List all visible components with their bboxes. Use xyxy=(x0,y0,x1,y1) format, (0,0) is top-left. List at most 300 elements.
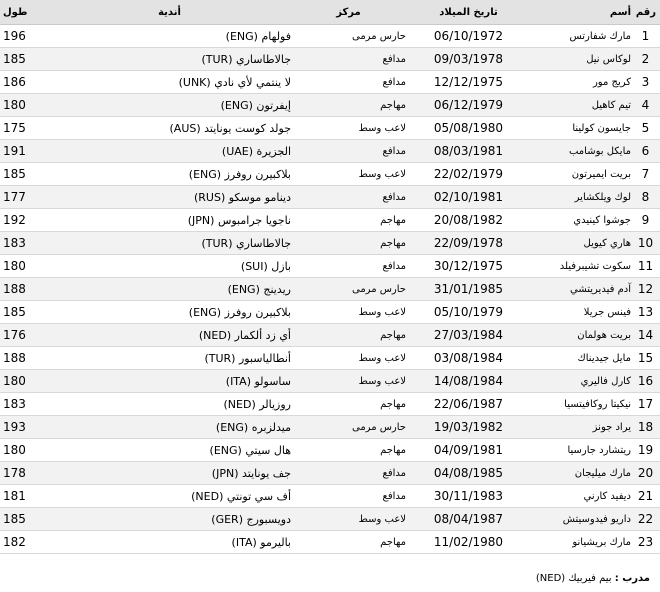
player-club-text: لا ينتمي لأي نادي (UNK) xyxy=(178,75,291,89)
player-position-text: مهاجم xyxy=(380,99,406,111)
player-number xyxy=(631,232,660,255)
player-dob-text: 30/11/1983 xyxy=(433,489,504,503)
table-row xyxy=(0,25,660,48)
header-number: رقم xyxy=(631,0,660,25)
player-height xyxy=(0,370,48,393)
player-position xyxy=(291,71,406,94)
player-name-text: هاري كيويل xyxy=(583,237,631,249)
player-dob xyxy=(406,232,531,255)
player-height xyxy=(0,117,48,140)
player-club xyxy=(48,48,291,71)
player-name xyxy=(531,232,631,255)
player-height-text: 178 xyxy=(3,466,26,480)
player-number-text: 13 xyxy=(637,305,654,319)
player-club xyxy=(48,393,291,416)
player-club-text: ميدلزبره (ENG) xyxy=(215,420,291,434)
player-name xyxy=(531,416,631,439)
player-dob xyxy=(406,255,531,278)
table-row xyxy=(0,393,660,416)
player-name xyxy=(531,347,631,370)
player-height-text: 175 xyxy=(3,121,26,135)
player-dob-text: 08/04/1987 xyxy=(433,512,504,526)
player-club-text: جولد كوست يونايتد (AUS) xyxy=(169,121,291,135)
player-club xyxy=(48,462,291,485)
table-row xyxy=(0,370,660,393)
player-number xyxy=(631,255,660,278)
player-name-text: داريو فيدوسيتش xyxy=(562,513,631,525)
player-dob xyxy=(406,347,531,370)
player-height xyxy=(0,508,48,531)
player-club-text: دينامو موسكو (RUS) xyxy=(193,190,291,204)
player-name xyxy=(531,370,631,393)
player-position xyxy=(291,209,406,232)
player-name xyxy=(531,301,631,324)
player-height xyxy=(0,71,48,94)
player-number xyxy=(631,48,660,71)
player-dob xyxy=(406,301,531,324)
player-position-text: لاعب وسط xyxy=(358,168,406,180)
player-club xyxy=(48,209,291,232)
player-club-text: جف يونايتد (JPN) xyxy=(211,466,291,480)
player-position xyxy=(291,531,406,554)
player-height-text: 196 xyxy=(3,29,26,43)
player-number xyxy=(631,416,660,439)
player-number-text: 17 xyxy=(637,397,654,411)
player-position xyxy=(291,347,406,370)
player-number xyxy=(631,439,660,462)
table-row xyxy=(0,48,660,71)
table-row xyxy=(0,163,660,186)
table-row xyxy=(0,416,660,439)
player-club-text: ناجويا جرامبوس (JPN) xyxy=(187,213,291,227)
player-name xyxy=(531,48,631,71)
player-name-text: ديفيد كارني xyxy=(583,490,631,502)
player-name xyxy=(531,439,631,462)
player-dob-text: 06/12/1979 xyxy=(433,98,504,112)
player-club xyxy=(48,186,291,209)
header-dob: تاريخ الميلاد xyxy=(406,0,531,25)
player-dob xyxy=(406,25,531,48)
player-name-text: مارك بريشيانو xyxy=(572,536,631,548)
player-name-text: لوكاس نيل xyxy=(586,53,631,65)
player-dob xyxy=(406,209,531,232)
player-height xyxy=(0,209,48,232)
player-position xyxy=(291,439,406,462)
player-dob xyxy=(406,48,531,71)
player-name xyxy=(531,94,631,117)
player-name-text: مارك شفارتس xyxy=(569,30,631,42)
player-name-text: نيكيتا روكافيتسيا xyxy=(564,398,631,410)
player-position xyxy=(291,485,406,508)
table-row xyxy=(0,439,660,462)
player-number xyxy=(631,347,660,370)
player-dob xyxy=(406,186,531,209)
player-position xyxy=(291,370,406,393)
player-height-text: 180 xyxy=(3,443,26,457)
player-name-text: فينس جريلا xyxy=(583,306,631,318)
player-height xyxy=(0,140,48,163)
player-height-text: 185 xyxy=(3,305,26,319)
player-height-text: 185 xyxy=(3,52,26,66)
player-height-text: 185 xyxy=(3,167,26,181)
table-row xyxy=(0,255,660,278)
player-position-text: مدافع xyxy=(382,145,406,157)
player-name-text: آدم فيديريتشي xyxy=(569,283,631,295)
player-name-text: كريج مور xyxy=(592,76,631,88)
player-height xyxy=(0,301,48,324)
player-height xyxy=(0,347,48,370)
table-row xyxy=(0,278,660,301)
player-club-text: هال سيتي (ENG) xyxy=(209,443,291,457)
player-name-text: يراد جونز xyxy=(592,421,631,433)
player-dob-text: 22/02/1979 xyxy=(433,167,504,181)
player-dob-text: 22/09/1978 xyxy=(433,236,504,250)
player-dob xyxy=(406,117,531,140)
player-dob xyxy=(406,393,531,416)
player-name-text: لوك ويلكشاير xyxy=(574,191,631,203)
player-club xyxy=(48,25,291,48)
player-club-text: إيفرتون (ENG) xyxy=(220,98,291,112)
player-club xyxy=(48,439,291,462)
player-height xyxy=(0,94,48,117)
player-club-text: ريدينج (ENG) xyxy=(227,282,291,296)
coach-name: بيم فيربيك (NED) xyxy=(535,573,612,584)
player-number xyxy=(631,462,660,485)
player-dob xyxy=(406,140,531,163)
player-number-text: 20 xyxy=(637,466,654,480)
player-name-text: بريت هولمان xyxy=(577,329,631,341)
player-number-text: 1 xyxy=(641,29,650,43)
player-club xyxy=(48,531,291,554)
player-name xyxy=(531,25,631,48)
player-height-text: 182 xyxy=(3,535,26,549)
table-row xyxy=(0,301,660,324)
player-number xyxy=(631,163,660,186)
player-club-text: الجزيرة (UAE) xyxy=(221,144,291,158)
player-dob-text: 27/03/1984 xyxy=(433,328,504,342)
player-position xyxy=(291,140,406,163)
player-number-text: 12 xyxy=(637,282,654,296)
player-number-text: 5 xyxy=(641,121,650,135)
player-position-text: مهاجم xyxy=(380,329,406,341)
player-height xyxy=(0,393,48,416)
player-number xyxy=(631,140,660,163)
player-number-text: 18 xyxy=(637,420,654,434)
player-club xyxy=(48,278,291,301)
player-number xyxy=(631,324,660,347)
player-club xyxy=(48,117,291,140)
table-row xyxy=(0,347,660,370)
header-name: أسم xyxy=(531,0,631,25)
player-club xyxy=(48,71,291,94)
player-height xyxy=(0,485,48,508)
player-number xyxy=(631,393,660,416)
player-dob-text: 08/03/1981 xyxy=(433,144,504,158)
player-position-text: حارس مرمى xyxy=(351,421,406,433)
player-dob xyxy=(406,278,531,301)
table-row xyxy=(0,71,660,94)
player-position xyxy=(291,416,406,439)
player-number xyxy=(631,531,660,554)
player-dob-text: 20/08/1982 xyxy=(433,213,504,227)
player-number xyxy=(631,186,660,209)
player-dob xyxy=(406,531,531,554)
player-name-text: جوشوا كينيدي xyxy=(573,214,631,226)
player-name xyxy=(531,531,631,554)
header-position: مركز xyxy=(291,0,406,25)
player-name xyxy=(531,209,631,232)
player-name xyxy=(531,278,631,301)
player-number-text: 6 xyxy=(641,144,650,158)
player-club xyxy=(48,301,291,324)
player-height xyxy=(0,416,48,439)
player-number-text: 8 xyxy=(641,190,650,204)
player-club xyxy=(48,140,291,163)
player-dob-text: 04/08/1985 xyxy=(433,466,504,480)
player-height-text: 181 xyxy=(3,489,26,503)
player-club-text: بلاكبيرن روفرز (ENG) xyxy=(188,305,291,319)
player-name-text: كارل فاليري xyxy=(580,375,631,387)
player-height xyxy=(0,324,48,347)
player-club-text: فولهام (ENG) xyxy=(225,29,291,43)
player-number-text: 2 xyxy=(641,52,650,66)
player-height-text: 176 xyxy=(3,328,26,342)
player-number-text: 7 xyxy=(641,167,650,181)
player-club xyxy=(48,255,291,278)
player-position xyxy=(291,25,406,48)
player-position-text: مهاجم xyxy=(380,444,406,456)
player-height-text: 185 xyxy=(3,512,26,526)
player-dob-text: 14/08/1984 xyxy=(433,374,504,388)
player-dob xyxy=(406,324,531,347)
coach-label: مدرب : xyxy=(614,573,650,584)
player-position-text: لاعب وسط xyxy=(358,375,406,387)
player-position xyxy=(291,48,406,71)
table-body xyxy=(0,25,660,554)
player-club-text: ساسولو (ITA) xyxy=(225,374,291,388)
player-position-text: لاعب وسط xyxy=(358,122,406,134)
player-position-text: لاعب وسط xyxy=(358,352,406,364)
player-height xyxy=(0,462,48,485)
player-club-text: أف سي تونتي (NED) xyxy=(191,489,291,503)
player-dob-text: 19/03/1982 xyxy=(433,420,504,434)
player-height-text: 180 xyxy=(3,259,26,273)
table-row xyxy=(0,117,660,140)
player-name-text: مايل جيديناك xyxy=(577,352,631,364)
player-position xyxy=(291,255,406,278)
player-height-text: 183 xyxy=(3,397,26,411)
player-position xyxy=(291,163,406,186)
table-row xyxy=(0,462,660,485)
player-dob-text: 05/08/1980 xyxy=(433,121,504,135)
player-number xyxy=(631,508,660,531)
player-club-text: روزيالر (NED) xyxy=(223,397,291,411)
player-name-text: تيم كاهيل xyxy=(591,99,631,111)
player-number-text: 4 xyxy=(641,98,650,112)
player-height-text: 188 xyxy=(3,282,26,296)
player-dob xyxy=(406,462,531,485)
player-height-text: 192 xyxy=(3,213,26,227)
player-position xyxy=(291,278,406,301)
player-number-text: 3 xyxy=(641,75,650,89)
player-name xyxy=(531,163,631,186)
player-number xyxy=(631,485,660,508)
player-number xyxy=(631,370,660,393)
player-dob-text: 06/10/1972 xyxy=(433,29,504,43)
player-number xyxy=(631,94,660,117)
player-position xyxy=(291,94,406,117)
player-height xyxy=(0,186,48,209)
player-number-text: 11 xyxy=(637,259,654,273)
player-number-text: 21 xyxy=(637,489,654,503)
player-number xyxy=(631,209,660,232)
player-position xyxy=(291,186,406,209)
table-row xyxy=(0,94,660,117)
player-number-text: 15 xyxy=(637,351,654,365)
player-number xyxy=(631,117,660,140)
table-row xyxy=(0,324,660,347)
player-dob-text: 02/10/1981 xyxy=(433,190,504,204)
player-dob-text: 05/10/1979 xyxy=(433,305,504,319)
player-number-text: 23 xyxy=(637,535,654,549)
coach-line xyxy=(536,573,650,584)
player-height-text: 180 xyxy=(3,98,26,112)
table-row xyxy=(0,186,660,209)
player-height-text: 188 xyxy=(3,351,26,365)
player-position-text: مدافع xyxy=(382,467,406,479)
player-position xyxy=(291,462,406,485)
player-dob-text: 03/08/1984 xyxy=(433,351,504,365)
player-number-text: 14 xyxy=(637,328,654,342)
player-height xyxy=(0,232,48,255)
player-dob xyxy=(406,370,531,393)
player-position-text: لاعب وسط xyxy=(358,513,406,525)
player-name-text: مايكل بوشامب xyxy=(568,145,631,157)
player-number xyxy=(631,25,660,48)
player-position-text: مهاجم xyxy=(380,237,406,249)
player-name xyxy=(531,71,631,94)
player-height xyxy=(0,278,48,301)
player-position-text: مدافع xyxy=(382,490,406,502)
player-name-text: جايسون كولينا xyxy=(572,122,631,134)
player-dob-text: 04/09/1981 xyxy=(433,443,504,457)
player-name xyxy=(531,393,631,416)
player-club xyxy=(48,163,291,186)
player-position-text: مدافع xyxy=(382,76,406,88)
player-position-text: لاعب وسط xyxy=(358,306,406,318)
player-height xyxy=(0,531,48,554)
table-row xyxy=(0,209,660,232)
player-position-text: مهاجم xyxy=(380,536,406,548)
player-height-text: 183 xyxy=(3,236,26,250)
player-position-text: مهاجم xyxy=(380,214,406,226)
player-dob-text: 30/12/1975 xyxy=(433,259,504,273)
player-dob xyxy=(406,163,531,186)
player-height-text: 180 xyxy=(3,374,26,388)
player-club xyxy=(48,347,291,370)
player-position-text: مدافع xyxy=(382,53,406,65)
player-club-text: دويسبورج (GER) xyxy=(211,512,291,526)
player-number xyxy=(631,301,660,324)
player-name xyxy=(531,324,631,347)
player-name-text: بريت ايميرتون xyxy=(571,168,631,180)
player-dob-text: 22/06/1987 xyxy=(433,397,504,411)
player-name xyxy=(531,186,631,209)
player-dob xyxy=(406,508,531,531)
player-height-text: 177 xyxy=(3,190,26,204)
player-club-text: بلاكبيرن روفرز (ENG) xyxy=(188,167,291,181)
player-number-text: 16 xyxy=(637,374,654,388)
player-position xyxy=(291,324,406,347)
player-height xyxy=(0,439,48,462)
player-dob xyxy=(406,439,531,462)
player-height xyxy=(0,255,48,278)
player-height-text: 191 xyxy=(3,144,26,158)
player-name-text: سكوت تشيبرفيلد xyxy=(559,260,631,272)
player-club-text: أي زد ألكمار (NED) xyxy=(198,328,291,342)
header-club: أندية xyxy=(48,0,291,25)
player-club-text: بازل (SUI) xyxy=(240,259,291,273)
player-club-text: جالاطاساري (TUR) xyxy=(201,236,291,250)
table-row xyxy=(0,485,660,508)
player-number-text: 19 xyxy=(637,443,654,457)
player-dob xyxy=(406,94,531,117)
table-row xyxy=(0,508,660,531)
player-height xyxy=(0,163,48,186)
player-name-text: مارك ميليجان xyxy=(574,467,631,479)
player-position-text: حارس مرمى xyxy=(351,30,406,42)
player-name xyxy=(531,140,631,163)
player-name xyxy=(531,462,631,485)
player-number xyxy=(631,278,660,301)
player-dob-text: 12/12/1975 xyxy=(433,75,504,89)
player-number-text: 10 xyxy=(637,236,654,250)
player-club xyxy=(48,94,291,117)
player-name xyxy=(531,117,631,140)
player-club xyxy=(48,370,291,393)
player-position xyxy=(291,508,406,531)
player-club xyxy=(48,416,291,439)
player-club-text: جالاطاساري (TUR) xyxy=(201,52,291,66)
player-position xyxy=(291,117,406,140)
player-height-text: 186 xyxy=(3,75,26,89)
player-height-text: 193 xyxy=(3,420,26,434)
player-name xyxy=(531,255,631,278)
player-position xyxy=(291,232,406,255)
table-header-row xyxy=(0,0,660,25)
header-height: طول xyxy=(0,0,48,25)
player-club xyxy=(48,232,291,255)
table-row xyxy=(0,232,660,255)
player-position-text: مهاجم xyxy=(380,398,406,410)
player-name xyxy=(531,485,631,508)
table-row xyxy=(0,140,660,163)
player-club xyxy=(48,485,291,508)
player-dob xyxy=(406,71,531,94)
player-club-text: باليرمو (ITA) xyxy=(231,535,291,549)
player-position xyxy=(291,393,406,416)
player-position-text: مدافع xyxy=(382,191,406,203)
player-height xyxy=(0,48,48,71)
player-name-text: ريتشارد جارسيا xyxy=(567,444,631,456)
player-club xyxy=(48,508,291,531)
player-dob xyxy=(406,485,531,508)
player-name xyxy=(531,508,631,531)
table-row xyxy=(0,531,660,554)
player-position-text: مدافع xyxy=(382,260,406,272)
player-dob xyxy=(406,416,531,439)
player-club xyxy=(48,324,291,347)
